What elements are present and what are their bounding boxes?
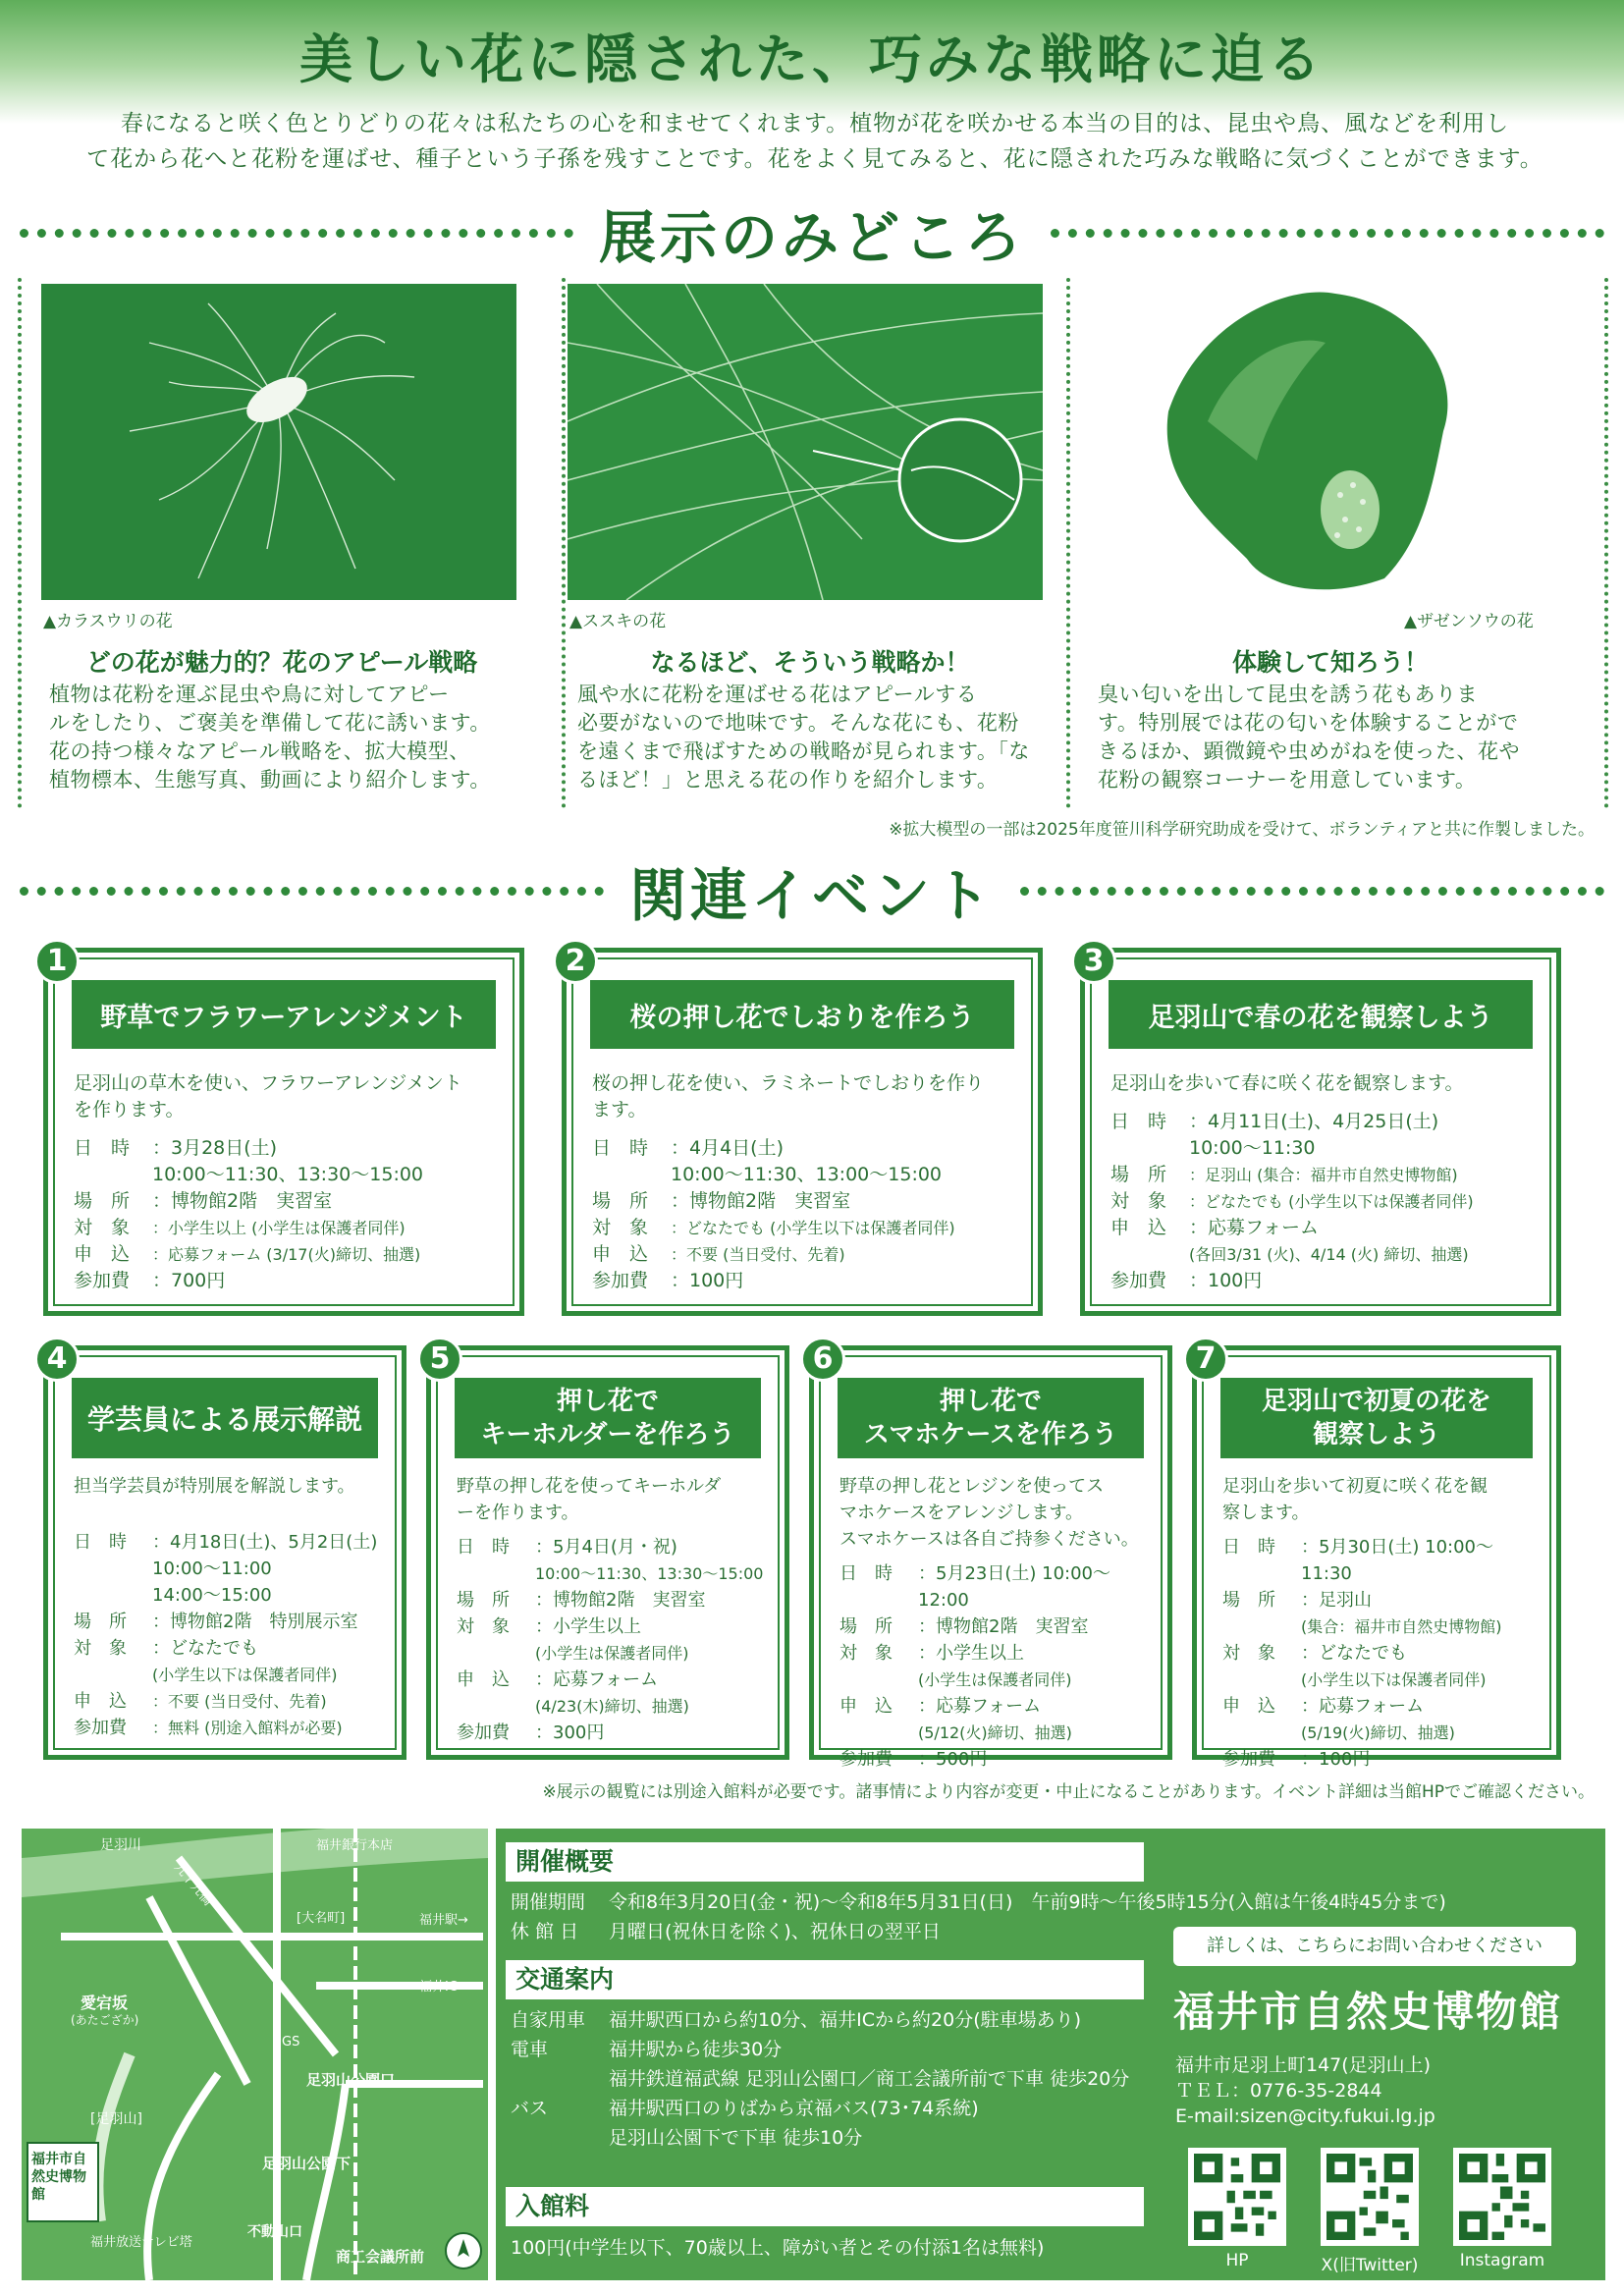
field-label: 対 象	[1110, 1190, 1167, 1212]
field-label: 対 象	[457, 1616, 510, 1637]
event-details	[74, 1070, 500, 1294]
field-label: 参加費	[74, 1270, 131, 1291]
field-value: ：不要 (当日受付、先着)	[152, 1692, 327, 1711]
field-value: ：どなたでも (小学生以下は保護者同伴)	[671, 1219, 955, 1237]
museum-map-marker: 福井市自然史博物館	[31, 2152, 86, 2203]
train-row-2: 福井鉄道福武線 足羽山公園口／商工会議所前で下車 徒歩20分	[609, 2068, 1130, 2090]
qr-code-instagram[interactable]	[1453, 2148, 1551, 2246]
field-value: ：応募フォーム	[1301, 1696, 1425, 1717]
field-value: ：博物館2階 特別展示室	[152, 1612, 358, 1632]
events-heading: 関連イベント	[629, 862, 996, 929]
field-label: 参加費	[1222, 1749, 1275, 1770]
event-details	[1110, 1070, 1537, 1294]
bus-label: バス	[511, 2098, 549, 2119]
field-value: ：どなたでも (小学生以下は保護者同伴)	[1189, 1192, 1474, 1211]
field-label: 場 所	[74, 1612, 127, 1632]
closed-value: 月曜日(祝休日を除く)、祝休日の翌平日	[609, 1921, 941, 1942]
field-label: 日 時	[457, 1537, 510, 1558]
bus-value: 福井駅西口のりばから京福バス(73･74系統)	[609, 2098, 979, 2119]
field-label: 場 所	[839, 1616, 893, 1637]
car-value: 福井駅西口から約10分、福井ICから約20分(駐車場あり)	[609, 2009, 1082, 2031]
field-value: ：5月30日(土) 10:00〜11:30	[1301, 1537, 1493, 1584]
event-card-5	[426, 1341, 789, 1760]
field-value: ：小学生以上	[918, 1643, 1024, 1664]
map-label: 足羽川	[100, 1837, 141, 1853]
field-value: ：足羽山	[1301, 1590, 1372, 1611]
body-line: 植物標本、生態写真、動画により紹介します。	[49, 768, 491, 792]
field-value: ：博物館2階 実習室	[671, 1190, 851, 1212]
event-desc: 野草の押し花を使ってキーホルダ	[457, 1476, 722, 1497]
event-desc: スマホケースは各自ご持参ください。	[839, 1529, 1139, 1550]
address: 福井市足羽上町147(足羽山上)	[1175, 2054, 1432, 2076]
field-label: 申 込	[74, 1243, 131, 1265]
field-value: ：応募フォーム	[535, 1669, 659, 1690]
event-number: 6	[800, 1337, 845, 1382]
field-value: ：不要 (当日受付、先着)	[671, 1245, 845, 1264]
highlights-heading: 展示のみどころ	[599, 204, 1026, 271]
event-card-6	[809, 1341, 1172, 1770]
map-label: 足羽山公園口	[306, 2071, 396, 2089]
field-label: 申 込	[457, 1669, 510, 1690]
map-label: 福井放送テレビ塔	[90, 2235, 192, 2250]
event-card-3	[1080, 944, 1561, 1316]
event-card-1	[43, 944, 524, 1316]
field-value: ：5月4日(月・祝)	[535, 1537, 677, 1558]
event-details	[592, 1070, 1018, 1294]
field-value: 10:00〜11:00	[152, 1558, 272, 1579]
info-panel	[496, 1829, 1605, 2280]
qr-icon	[1326, 2154, 1413, 2240]
event-title-line: 足羽山で初夏の花を	[1261, 1387, 1491, 1416]
field-label: 日 時	[1222, 1537, 1275, 1558]
period-row	[511, 1889, 1591, 1916]
field-label: 参加費	[592, 1270, 649, 1291]
events-heading-row	[20, 856, 1604, 929]
event-details	[74, 1473, 382, 1741]
event-card-7	[1192, 1341, 1561, 1770]
highlight-title: どの花が魅力的？花のアピール戦略	[85, 648, 478, 677]
highlight-title: なるほど、そういう戦略か！	[650, 648, 970, 677]
event-card-2	[562, 944, 1043, 1316]
qr-icon	[1459, 2154, 1545, 2240]
event-number: 4	[34, 1337, 80, 1382]
highlight-body	[1098, 681, 1569, 794]
email-link[interactable]: E-mail:sizen@city.fukui.lg.jp	[1175, 2105, 1435, 2127]
event-title-line: 観察しよう	[1312, 1420, 1440, 1449]
map-label: 足羽山公園下	[262, 2155, 352, 2172]
highlight-column-1	[31, 278, 532, 803]
field-value: (4/23(木)締切、抽選)	[535, 1697, 689, 1716]
event-desc: 察します。	[1222, 1503, 1310, 1523]
field-value: ：4月4日(土)	[671, 1137, 785, 1159]
column-divider	[1066, 278, 1070, 808]
train-label: 電車	[511, 2039, 549, 2060]
qr-code-x[interactable]	[1321, 2148, 1419, 2246]
column-divider	[1604, 278, 1608, 808]
access-map	[22, 1829, 488, 2280]
field-value: (5/12(火)締切、抽選)	[918, 1723, 1072, 1742]
map-label: 福井IC→	[419, 1980, 468, 1995]
field-value: (集合：福井市自然史博物館)	[1301, 1617, 1502, 1636]
qr-code-hp[interactable]	[1188, 2148, 1286, 2246]
car-row	[511, 2007, 1081, 2034]
body-line: るほど！」と思える花の作りを紹介します。	[577, 768, 999, 792]
map-label: 福井銀行本店	[316, 1838, 394, 1853]
event-number: 7	[1183, 1337, 1228, 1382]
map-label: 商工会議所前	[336, 2248, 425, 2266]
field-label: 日 時	[74, 1532, 127, 1553]
field-value: ：博物館2階 実習室	[918, 1616, 1089, 1637]
field-value: ：応募フォーム (3/17(火)締切、抽選)	[152, 1245, 421, 1264]
qr-label: X(旧Twitter)	[1321, 2256, 1419, 2275]
field-value: ：応募フォーム	[1189, 1217, 1320, 1238]
field-value: ：100円	[1189, 1270, 1263, 1291]
field-label: 場 所	[457, 1590, 510, 1611]
map-label: 愛宕坂	[81, 1994, 129, 2012]
field-value: ：300円	[535, 1722, 605, 1743]
fee-heading: 入館料	[506, 2187, 1144, 2226]
field-label: 日 時	[592, 1137, 649, 1159]
contact-block	[1173, 1927, 1586, 2143]
closed-label: 休 館 日	[511, 1921, 579, 1942]
period-label: 開催期間	[511, 1891, 586, 1913]
karasuuri-flower-photo	[41, 284, 516, 600]
field-label: 日 時	[839, 1563, 893, 1584]
closed-row	[511, 1919, 941, 1945]
field-value: ：応募フォーム	[918, 1696, 1042, 1717]
photo-caption: ▲カラスウリの花	[43, 612, 173, 631]
field-value: ：小学生以上	[535, 1616, 641, 1637]
highlight-column-3	[1080, 278, 1581, 803]
field-label: 対 象	[74, 1217, 131, 1238]
event-details	[1222, 1473, 1537, 1773]
event-number: 3	[1071, 939, 1116, 984]
body-line: ルをしたり、ご褒美を準備して花に誘います。	[49, 711, 491, 735]
field-label: 申 込	[1222, 1696, 1275, 1717]
model-note: ※拡大模型の一部は2025年度笹川科学研究助成を受けて、ボランティアと共に作製しました。	[889, 820, 1595, 840]
event-desc: 野草の押し花とレジンを使ってス	[839, 1476, 1105, 1497]
bus-row-1	[511, 2096, 979, 2122]
qr-label: Instagram	[1459, 2251, 1545, 2270]
field-label: 参加費	[1110, 1270, 1167, 1291]
contact-details	[1175, 2052, 1435, 2129]
field-label: 日 時	[74, 1137, 131, 1159]
event-details	[839, 1473, 1148, 1773]
qr-label: HP	[1225, 2251, 1249, 2270]
event-title-line: 押し花で	[556, 1387, 659, 1416]
body-line: 風や水に花粉を運ばせる花はアピールする	[577, 683, 978, 706]
event-desc: 足羽山を歩いて初夏に咲く花を観	[1222, 1476, 1488, 1497]
field-value: ：5月23日(土) 10:00〜12:00	[918, 1563, 1110, 1611]
field-value: 10:00〜11:30	[1189, 1137, 1316, 1159]
field-value: (5/19(火)締切、抽選)	[1301, 1723, 1455, 1742]
field-label: 対 象	[839, 1643, 893, 1664]
event-desc: 足羽山の草木を使い、フラワーアレンジメント	[74, 1072, 462, 1094]
body-line: 花粉の観察コーナーを用意しています。	[1098, 768, 1477, 792]
car-label: 自家用車	[511, 2009, 586, 2031]
field-label: 申 込	[839, 1696, 893, 1717]
access-heading: 交通案内	[506, 1960, 1144, 1999]
field-label: 対 象	[1222, 1643, 1275, 1664]
event-title	[838, 1378, 1144, 1458]
field-value: 10:00〜11:30、13:30〜15:00	[152, 1164, 424, 1185]
zazensou-flower-photo	[1090, 284, 1565, 600]
event-desc: 足羽山を歩いて春に咲く花を観察します。	[1110, 1072, 1464, 1094]
event-title: 野草でフラワーアレンジメント	[72, 980, 496, 1049]
page-title: 美しい花に隠された、巧みな戦略に迫る	[299, 27, 1325, 90]
intro-line-1: 春になると咲く色とりどりの花々は私たちの心を和ませてくれます。植物が花を咲かせる本当の目的は、昆虫や鳥、風などを利用し	[120, 111, 1510, 137]
field-label: 場 所	[74, 1190, 131, 1212]
bus-row-2: 足羽山公園下で下車 徒歩10分	[609, 2127, 863, 2149]
field-label: 参加費	[457, 1722, 510, 1743]
field-value: ：100円	[1301, 1749, 1371, 1770]
body-line: きるほか、顕微鏡や虫めがねを使った、花や	[1098, 739, 1520, 763]
event-title: 桜の押し花でしおりを作ろう	[590, 980, 1014, 1049]
body-line: 臭い匂いを出して昆虫を誘う花もありま	[1098, 683, 1478, 706]
museum-name: 福井市自然史博物館	[1173, 1988, 1563, 2036]
field-label: 参加費	[74, 1718, 127, 1738]
field-label: 場 所	[1222, 1590, 1275, 1611]
event-title: 学芸員による展示解説	[72, 1378, 378, 1458]
body-line: 花の持つ様々なアピール戦略を、拡大模型、	[49, 739, 470, 763]
field-label: 申 込	[1110, 1217, 1167, 1238]
field-value: ：小学生以上 (小学生は保護者同伴)	[152, 1219, 406, 1237]
body-line: 必要がないので地味です。そんな花にも、花粉	[577, 711, 1019, 735]
body-line: を遠くまで飛ばすための戦略が見られます。「な	[577, 739, 1030, 763]
contact-lead: 詳しくは、こちらにお問い合わせください	[1173, 1927, 1576, 1966]
field-label: 日 時	[1110, 1111, 1167, 1132]
field-value: ：700円	[152, 1270, 226, 1291]
susuki-flower-photo	[568, 284, 1043, 600]
field-value: ：4月11日(土)、4月25日(土)	[1189, 1111, 1439, 1132]
field-label: 申 込	[74, 1691, 127, 1712]
field-label: 参加費	[839, 1749, 893, 1770]
intro-line-2: て花から花へと花粉を運ばせ、種子という子孫を残すことです。花をよく見てみると、花に隠された巧みな戦略に気づくことができます。	[86, 146, 1543, 172]
photo-caption: ▲ススキの花	[569, 612, 667, 631]
field-value: ：4月18日(土)、5月2日(土)	[152, 1532, 378, 1553]
event-card-4	[43, 1341, 406, 1760]
highlight-title: 体験して知ろう！	[1231, 648, 1429, 677]
field-value: ：博物館2階 実習室	[152, 1190, 333, 1212]
event-number: 2	[553, 939, 598, 984]
map-label: [足羽山]	[90, 2111, 142, 2127]
field-label: 申 込	[592, 1243, 649, 1265]
field-value: ：3月28日(土)	[152, 1137, 278, 1159]
map-label: [大名町]	[297, 1911, 346, 1926]
highlight-body	[577, 681, 1049, 794]
highlight-body	[49, 681, 520, 794]
field-label: 対 象	[74, 1638, 127, 1659]
map-label: 不動山口	[247, 2224, 302, 2240]
field-value: (小学生は保護者同伴)	[535, 1644, 689, 1663]
qr-icon	[1194, 2154, 1280, 2240]
field-value: ：足羽山 (集合：福井市自然史博物館)	[1189, 1166, 1458, 1184]
event-title: 足羽山で春の花を観察しよう	[1109, 980, 1533, 1049]
map-label: GS	[282, 2035, 300, 2050]
field-value: ：博物館2階 実習室	[535, 1590, 706, 1611]
event-desc: ます。	[592, 1099, 647, 1121]
field-value: ：どなたでも	[152, 1638, 258, 1659]
map-label: (あたござか)	[71, 2013, 139, 2027]
event-desc: を作ります。	[74, 1099, 185, 1121]
event-desc: 担当学芸員が特別展を解説します。	[74, 1476, 355, 1497]
highlights-heading-row	[20, 198, 1604, 271]
event-number: 5	[417, 1337, 462, 1382]
event-title-line: スマホケースを作ろう	[863, 1420, 1118, 1449]
map-label: 九十九橋	[171, 1860, 215, 1909]
event-number: 1	[34, 939, 80, 984]
map-graphic	[22, 1829, 488, 2280]
field-value: 10:00〜11:30、13:00〜15:00	[671, 1164, 943, 1185]
field-value: (小学生以下は保護者同伴)	[152, 1666, 338, 1684]
column-divider	[18, 278, 22, 808]
field-value: (各回3/31 (火)、4/14 (火) 締切、抽選)	[1189, 1245, 1469, 1264]
field-value: (小学生は保護者同伴)	[918, 1670, 1072, 1689]
overview-heading: 開催概要	[506, 1842, 1144, 1882]
events-note: ※展示の観覧には別途入館料が必要です。諸事情により内容が変更・中止になることがあります。イベント詳細は当館HPでご確認ください。	[542, 1782, 1595, 1802]
field-value: (小学生以下は保護者同伴)	[1301, 1670, 1487, 1689]
body-line: 植物は花粉を運ぶ昆虫や鳥に対してアピー	[49, 683, 450, 706]
train-row-1	[511, 2037, 782, 2063]
field-value: ：500円	[918, 1749, 988, 1770]
field-label: 対 象	[592, 1217, 649, 1238]
event-desc: マホケースをアレンジします。	[839, 1503, 1084, 1523]
body-line: す。特別展では花の匂いを体験することがで	[1098, 711, 1519, 735]
field-label: 場 所	[1110, 1164, 1167, 1185]
map-label: 福井駅→	[419, 1913, 468, 1928]
event-title	[455, 1378, 761, 1458]
train-value: 福井駅から徒歩30分	[609, 2039, 783, 2060]
fee-value: 100円(中学生以下、70歳以上、障がい者とその付添1名は無料)	[511, 2237, 1045, 2259]
photo-caption: ▲ザゼンソウの花	[1404, 612, 1534, 631]
field-value: 14:00〜15:00	[152, 1585, 272, 1606]
event-details	[457, 1473, 765, 1746]
event-desc: ーを作ります。	[457, 1503, 579, 1523]
field-value: ：100円	[671, 1270, 744, 1291]
field-value: ：無料 (別途入館料が必要)	[152, 1719, 343, 1737]
field-label: 場 所	[592, 1190, 649, 1212]
period-value: 令和8年3月20日(金・祝)〜令和8年5月31日(日) 午前9時〜午後5時15分(入館は午後4時45分まで)	[609, 1891, 1446, 1913]
event-title-line: 押し花で	[939, 1387, 1042, 1416]
event-desc: 桜の押し花を使い、ラミネートでしおりを作り	[592, 1072, 985, 1094]
highlight-column-2	[560, 278, 1060, 803]
tel: ＴＥＬ：0776-35-2844	[1175, 2080, 1382, 2102]
field-value: ：どなたでも	[1301, 1643, 1407, 1664]
event-title	[1220, 1378, 1533, 1458]
event-title-line: キーホルダーを作ろう	[480, 1420, 735, 1449]
field-value: 10:00〜11:30、13:30〜15:00	[535, 1564, 764, 1583]
